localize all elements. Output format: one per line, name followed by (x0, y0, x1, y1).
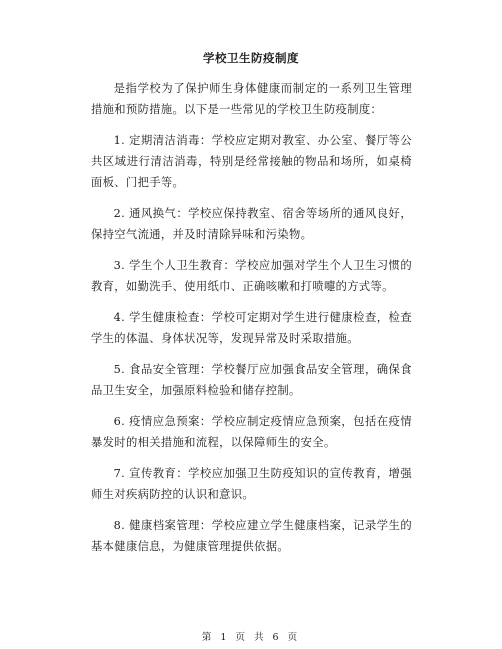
rule-paragraph-1: 1. 定期清洁消毒：学校应定期对教室、办公室、餐厅等公共区域进行清洁消毒，特别是经常接触的物品和场所，如桌椅面板、门把手等。 (91, 134, 412, 189)
document-title: 学校卫生防疫制度 (203, 51, 299, 65)
rule-paragraph-3: 3. 学生个人卫生教育：学校应加强对学生个人卫生习惯的教育，如勤洗手、使用纸巾、正确咳嗽和打喷嚏的方式等。 (91, 259, 412, 293)
document-body (91, 78, 412, 567)
rule-paragraph-6: 6. 疫情应急预案：学校应制定疫情应急预案，包括在疫情暴发时的相关措施和流程，以保障师生的安全。 (91, 415, 412, 449)
intro-paragraph: 是指学校为了保护师生身体健康而制定的一系列卫生管理措施和预防措施。以下是一些常见的学校卫生防疫制度： (91, 82, 412, 116)
rule-paragraph-7: 7. 宣传教育：学校应加强卫生防疫知识的宣传教育，增强师生对疾病防控的认识和意识。 (91, 467, 412, 501)
rule-paragraph-5: 5. 食品安全管理：学校餐厅应加强食品安全管理，确保食品卫生安全，加强原料检验和储存控制。 (91, 363, 412, 397)
rule-paragraph-2: 2. 通风换气：学校应保持教室、宿舍等场所的通风良好，保持空气流通，并及时清除异味和污染物。 (91, 207, 412, 241)
page-number-footer: 第 1 页 共 6 页 (201, 632, 301, 643)
rule-paragraph-4: 4. 学生健康检查：学校可定期对学生进行健康检查，检查学生的体温、身体状况等，发现异常及时采取措施。 (91, 311, 412, 345)
rule-paragraph-8: 8. 健康档案管理：学校应建立学生健康档案，记录学生的基本健康信息，为健康管理提供依据。 (91, 519, 412, 553)
